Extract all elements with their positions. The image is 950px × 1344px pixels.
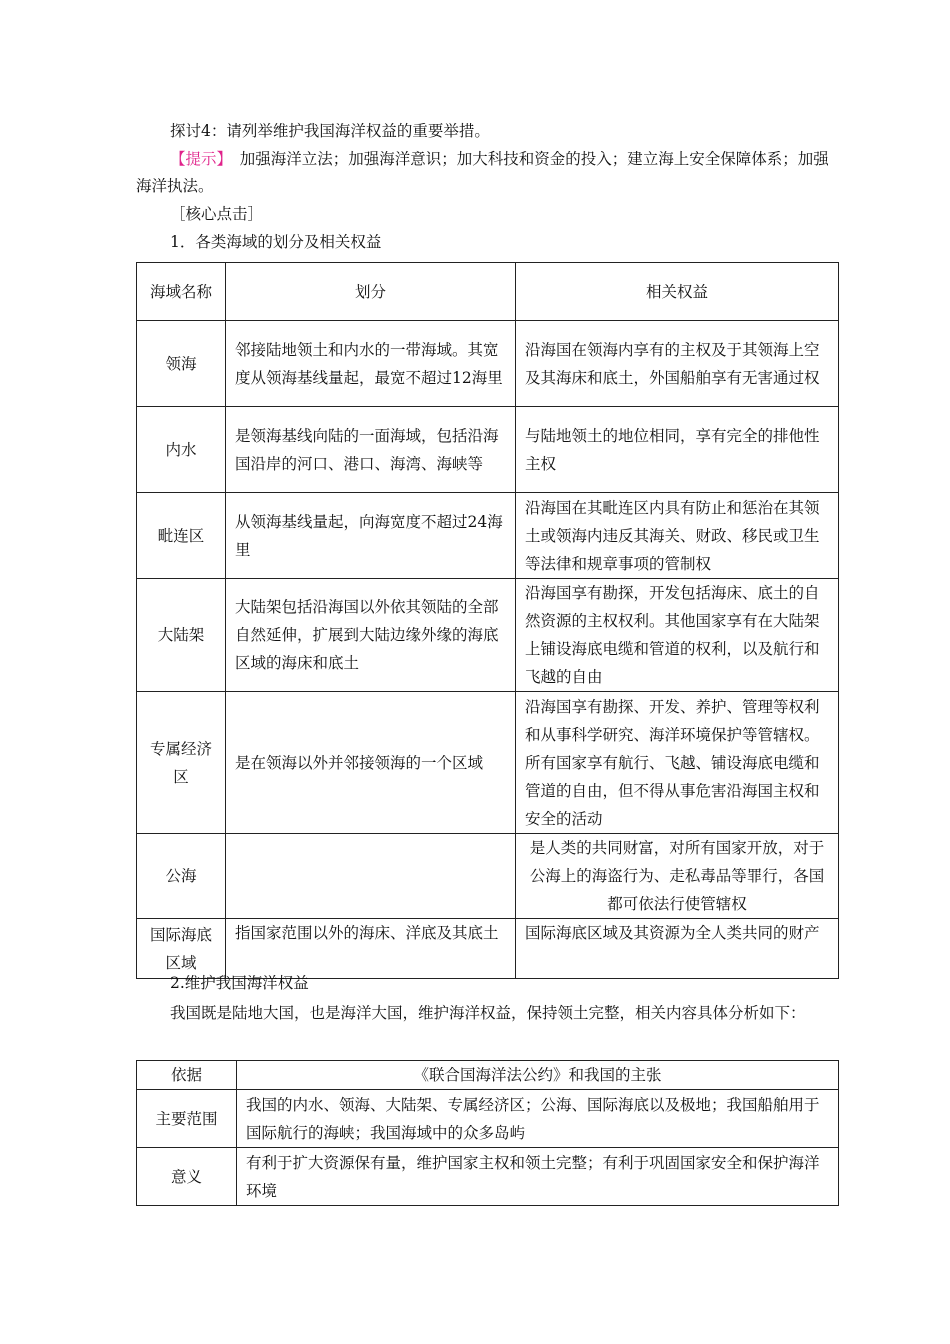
header-sea-name: 海域名称 [137,263,226,321]
hint-paragraph [136,146,838,200]
table-row [137,834,839,919]
sea-area-table [136,262,839,979]
division-cell: 指国家范围以外的海床、洋底及其底土 [226,919,516,979]
sea-name-cell: 国际海底区域 [137,919,226,979]
division-cell [226,834,516,919]
division-cell: 邻接陆地领土和内水的一带海域。其宽度从领海基线量起，最宽不超过12海里 [226,321,516,407]
section1-title: 1．各类海域的划分及相关权益 [170,233,382,251]
table-row [137,579,839,692]
table-header-row [137,1061,839,1090]
section2-intro: 我国既是陆地大国，也是海洋大国，维护海洋权益，保持领土完整，相关内容具体分析如下： [170,1004,806,1022]
rights-cell: 沿海国在其毗连区内具有防止和惩治在其领土或领海内违反其海关、财政、移民或卫生等法律和规章事项的管制权 [516,493,839,579]
header-division: 划分 [226,263,516,321]
core-label: ［核心点击］ [170,205,264,223]
row-label: 主要范围 [137,1090,237,1148]
row-value: 我国的内水、领海、大陆架、专属经济区；公海、国际海底以及极地；我国船舶用于国际航行的海峡；我国海域中的众多岛屿 [237,1090,839,1148]
table-row [137,321,839,407]
discussion-question: 探讨4：请列举维护我国海洋权益的重要举措。 [170,122,490,140]
table-row [137,493,839,579]
basis-label: 依据 [137,1061,237,1090]
rights-cell: 与陆地领土的地位相同，享有完全的排他性主权 [516,407,839,493]
section2-title: 2.维护我国海洋权益 [170,974,309,992]
division-cell: 大陆架包括沿海国以外依其领陆的全部自然延伸，扩展到大陆边缘外缘的海底区域的海床和底土 [226,579,516,692]
table-header-row [137,263,839,321]
table-row [137,407,839,493]
sea-name-cell: 大陆架 [137,579,226,692]
sea-name-cell: 公海 [137,834,226,919]
table-row [137,1090,839,1148]
sea-name-cell: 专属经济区 [137,692,226,834]
sea-name-cell: 领海 [137,321,226,407]
division-cell: 从领海基线量起，向海宽度不超过24海里 [226,493,516,579]
header-rights: 相关权益 [516,263,839,321]
row-label: 意义 [137,1148,237,1206]
maritime-rights-table [136,1060,839,1206]
division-cell: 是领海基线向陆的一面海域，包括沿海国沿岸的河口、港口、海湾、海峡等 [226,407,516,493]
row-value: 有利于扩大资源保有量，维护国家主权和领土完整；有利于巩固国家安全和保护海洋环境 [237,1148,839,1206]
hint-tag: 【提示】 [170,150,225,168]
sea-name-cell: 内水 [137,407,226,493]
hint-text: 加强海洋立法；加强海洋意识；加大科技和资金的投入；建立海上安全保障体系；加强海洋执法。 [136,150,829,195]
table-row [137,1148,839,1206]
rights-cell: 国际海底区域及其资源为全人类共同的财产 [516,919,839,979]
division-cell: 是在领海以外并邻接领海的一个区域 [226,692,516,834]
rights-cell: 沿海国享有勘探，开发包括海床、底土的自然资源的主权权利。其他国家享有在大陆架上铺设海底电缆和管道的权利，以及航行和飞越的自由 [516,579,839,692]
rights-cell: 沿海国在领海内享有的主权及于其领海上空及其海床和底土，外国船舶享有无害通过权 [516,321,839,407]
rights-cell: 沿海国享有勘探、开发、养护、管理等权利和从事科学研究、海洋环境保护等管辖权。所有国家享有航行、飞越、铺设海底电缆和管道的自由，但不得从事危害沿海国主权和安全的活动 [516,692,839,834]
table-row [137,692,839,834]
basis-value: 《联合国海洋法公约》和我国的主张 [237,1061,839,1090]
rights-cell: 是人类的共同财富，对所有国家开放，对于公海上的海盗行为、走私毒品等罪行，各国都可依法行使管辖权 [516,834,839,919]
sea-name-cell: 毗连区 [137,493,226,579]
